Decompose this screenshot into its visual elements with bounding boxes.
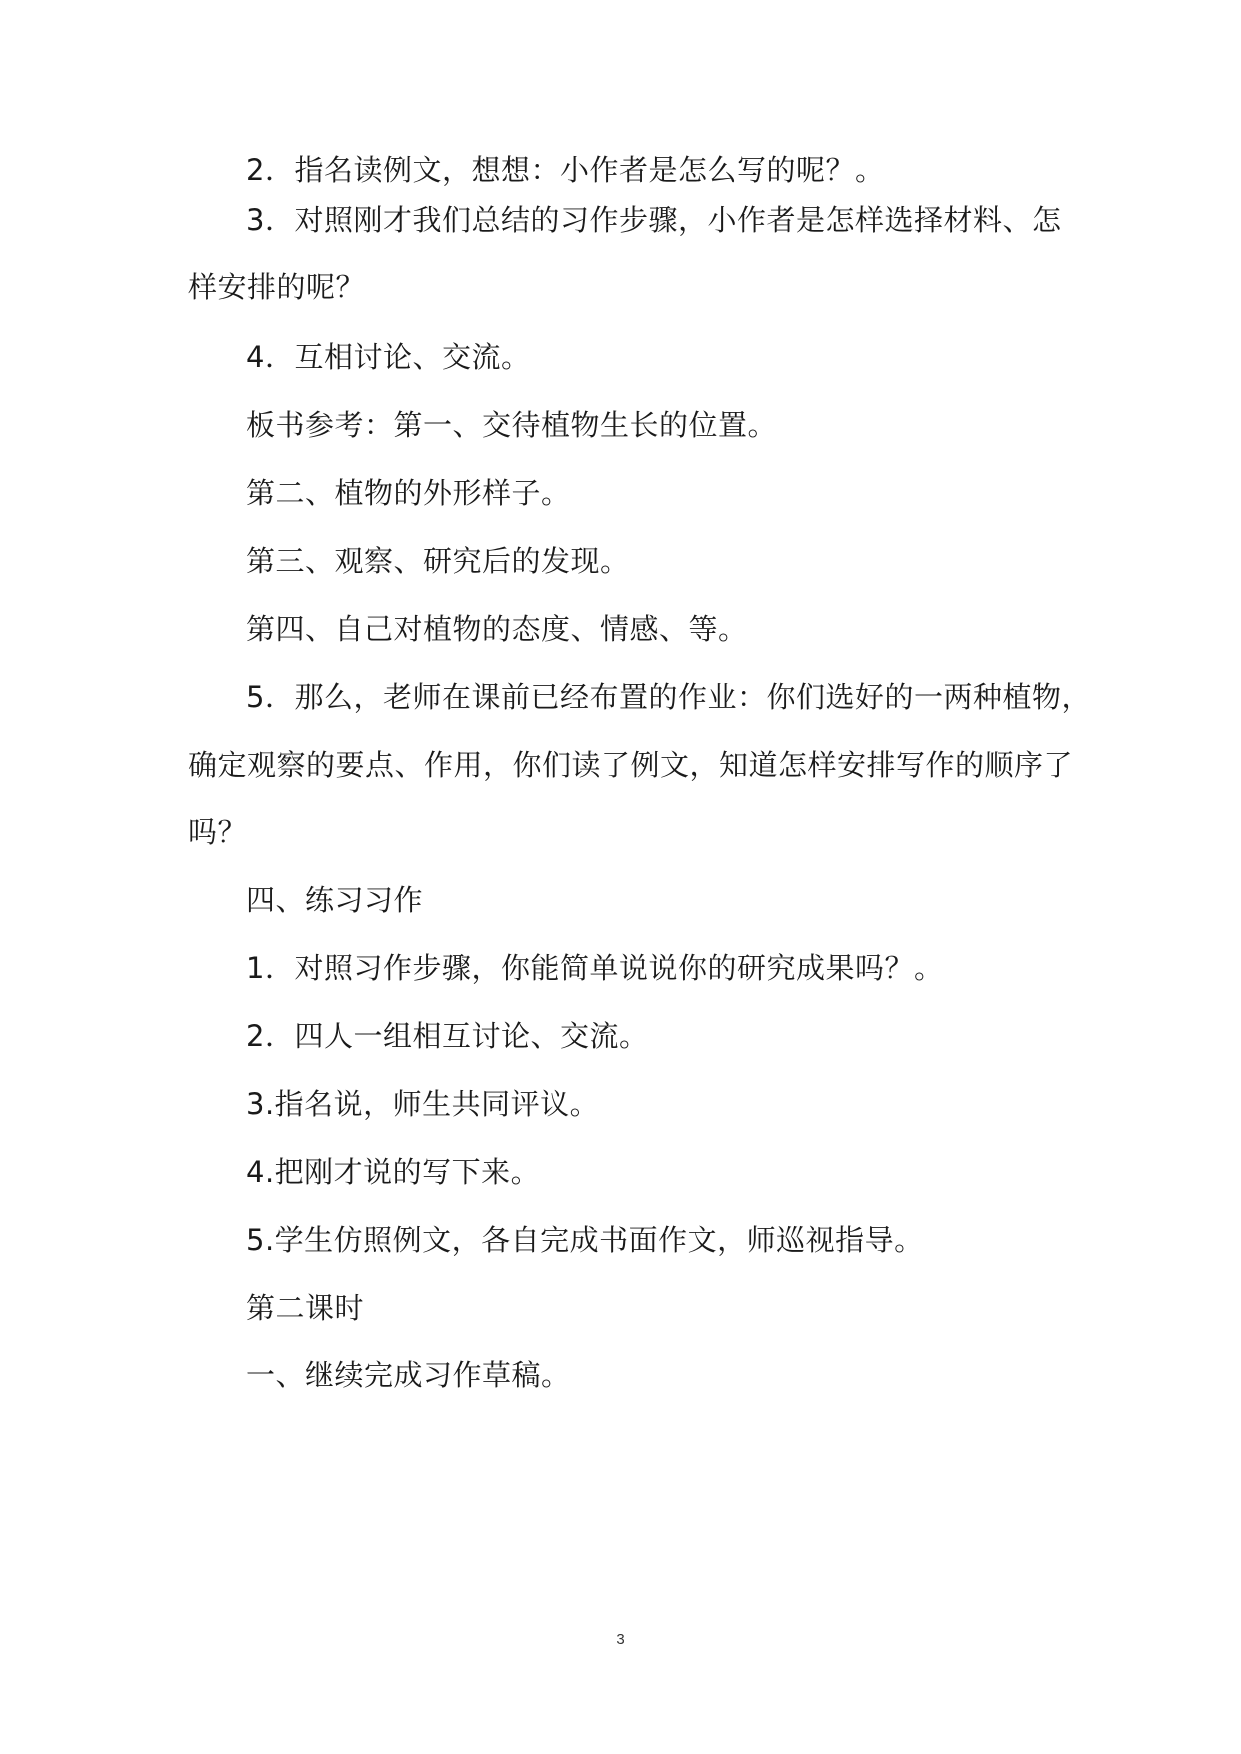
paragraph-line: 2．四人一组相互讨论、交流。 (246, 1019, 649, 1053)
paragraph-line: 5.学生仿照例文，各自完成书面作文，师巡视指导。 (246, 1223, 924, 1257)
paragraph-line: 第三、观察、研究后的发现。 (246, 544, 630, 578)
paragraph-line: 3．对照刚才我们总结的习作步骤，小作者是怎样选择材料、怎 (246, 203, 1062, 237)
paragraph-line: 吗？ (188, 815, 248, 849)
paragraph-line: 2．指名读例文，想想：小作者是怎么写的呢？。 (246, 153, 885, 187)
paragraph-line: 板书参考：第一、交待植物生长的位置。 (246, 408, 778, 442)
paragraph-line: 3.指名说，师生共同评议。 (246, 1087, 600, 1121)
paragraph-line: 第二、植物的外形样子。 (246, 476, 571, 510)
paragraph-line: 4.把刚才说的写下来。 (246, 1155, 541, 1189)
section-heading: 四、练习习作 (246, 883, 424, 917)
paragraph-line: 1．对照习作步骤，你能简单说说你的研究成果吗？。 (246, 951, 944, 985)
paragraph-line: 第四、自己对植物的态度、情感、等。 (246, 612, 748, 646)
paragraph-line: 一、继续完成习作草稿。 (246, 1358, 571, 1392)
paragraph-line: 4．互相讨论、交流。 (246, 340, 531, 374)
section-heading: 第二课时 (246, 1291, 365, 1325)
paragraph-line: 确定观察的要点、作用，你们读了例文，知道怎样安排写作的顺序了 (188, 748, 1074, 782)
page-number: 3 (616, 1631, 625, 1648)
paragraph-line: 样安排的呢？ (188, 270, 366, 304)
paragraph-line: 5．那么，老师在课前已经布置的作业：你们选好的一两种植物， (246, 680, 1091, 714)
